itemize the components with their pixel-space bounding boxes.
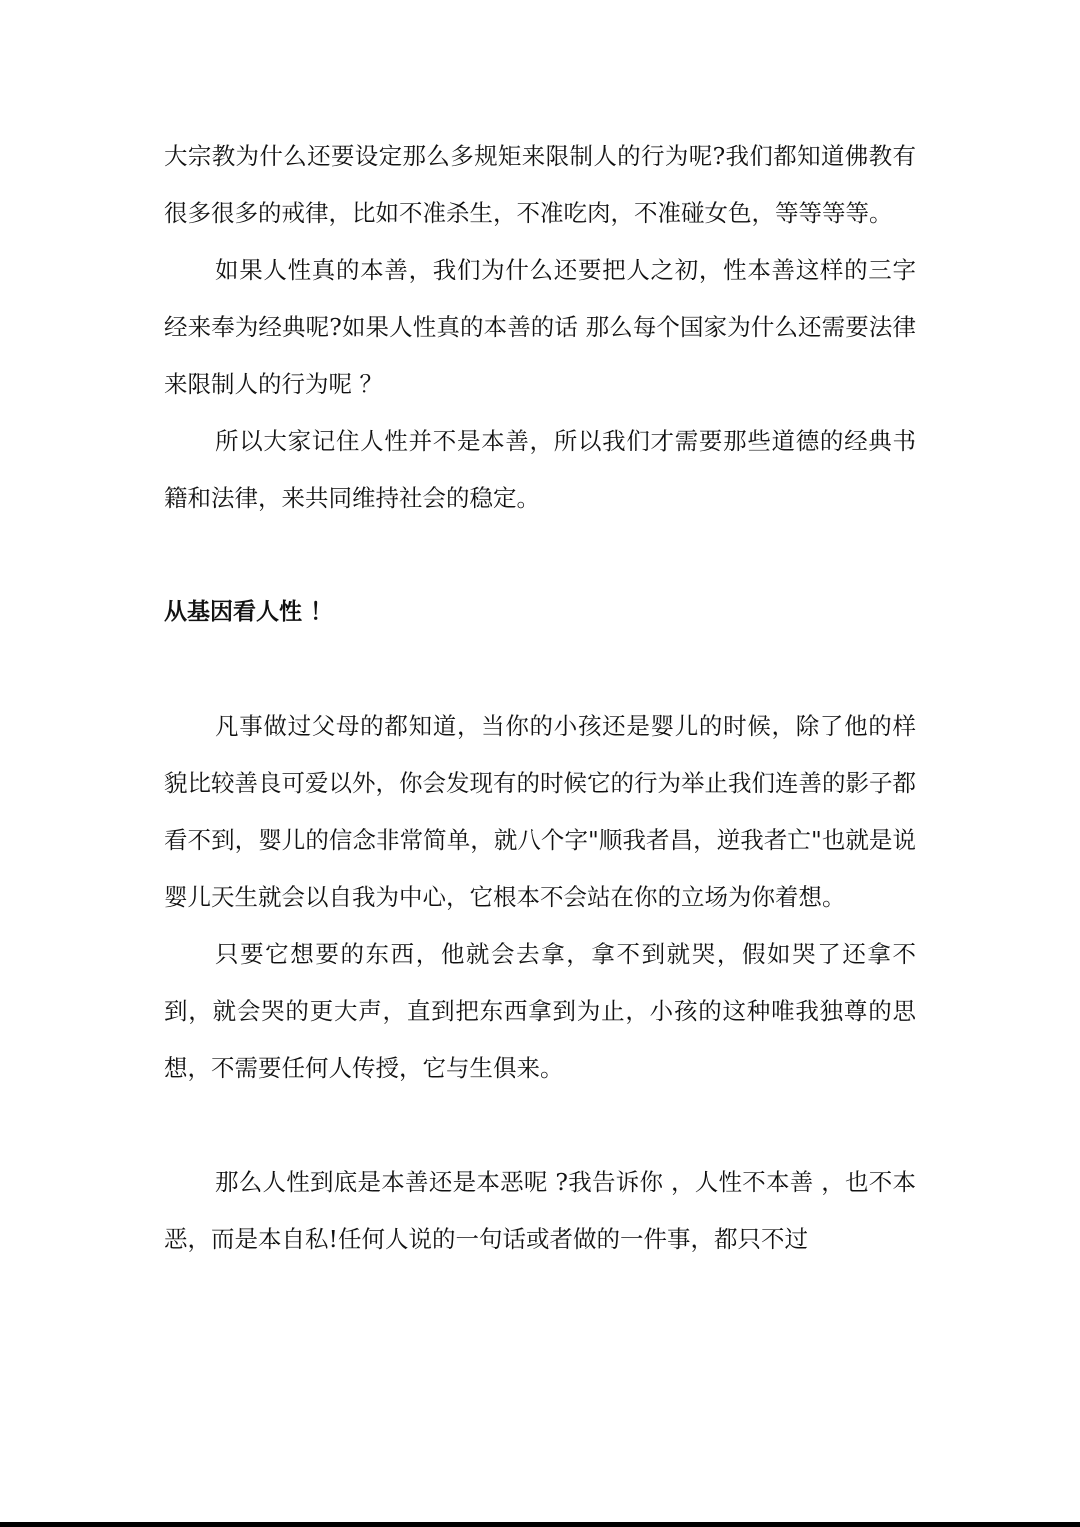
paragraph-selfish-nature: 那么人性到底是本善还是本恶呢 ?我告诉你 ，人性不本善 ，也不本恶，而是本自私!任何人说的一句话或者做的一件事，都只不过 xyxy=(164,1168,916,1253)
paragraph-child-wants: 只要它想要的东西，他就会去拿，拿不到就哭，假如哭了还拿不到，就会哭的更大声，直到把东西拿到为止，小孩的这种唯我独尊的思想，不需要任何人传授，它与生俱来。 xyxy=(164,940,916,1082)
paragraph-morals-and-law: 所以大家记住人性并不是本善，所以我们才需要那些道德的经典书籍和法律，来共同维持社会的稳定。 xyxy=(164,427,916,512)
page-bottom-border xyxy=(0,1522,1080,1527)
spacer xyxy=(164,1097,916,1154)
paragraph-infant-nature: 凡事做过父母的都知道，当你的小孩还是婴儿的时候，除了他的样貌比较善良可爱以外，你会发现有的时候它的行为举止我们连善的影子都看不到，婴儿的信念非常简单，就八个字"顺我者昌，逆我者亡"也就是说婴儿天生就会以自我为中心，它根本不会站在你的立场为你着想。 xyxy=(164,712,916,911)
paragraph-three-character-classic: 如果人性真的本善，我们为什么还要把人之初，性本善这样的三字经来奉为经典呢?如果人性真的本善的话 那么每个国家为什么还需要法律来限制人的行为呢 ？ xyxy=(164,256,916,398)
paragraph-religion-rules: 大宗教为什么还要设定那么多规矩来限制人的行为呢?我们都知道佛教有很多很多的戒律，比如不准杀生，不准吃肉，不准碰女色，等等等等。 xyxy=(164,142,916,227)
section-heading: 从基因看人性 ！ xyxy=(164,599,334,625)
spacer xyxy=(164,527,916,584)
spacer xyxy=(164,641,916,698)
document-body xyxy=(164,128,916,1268)
